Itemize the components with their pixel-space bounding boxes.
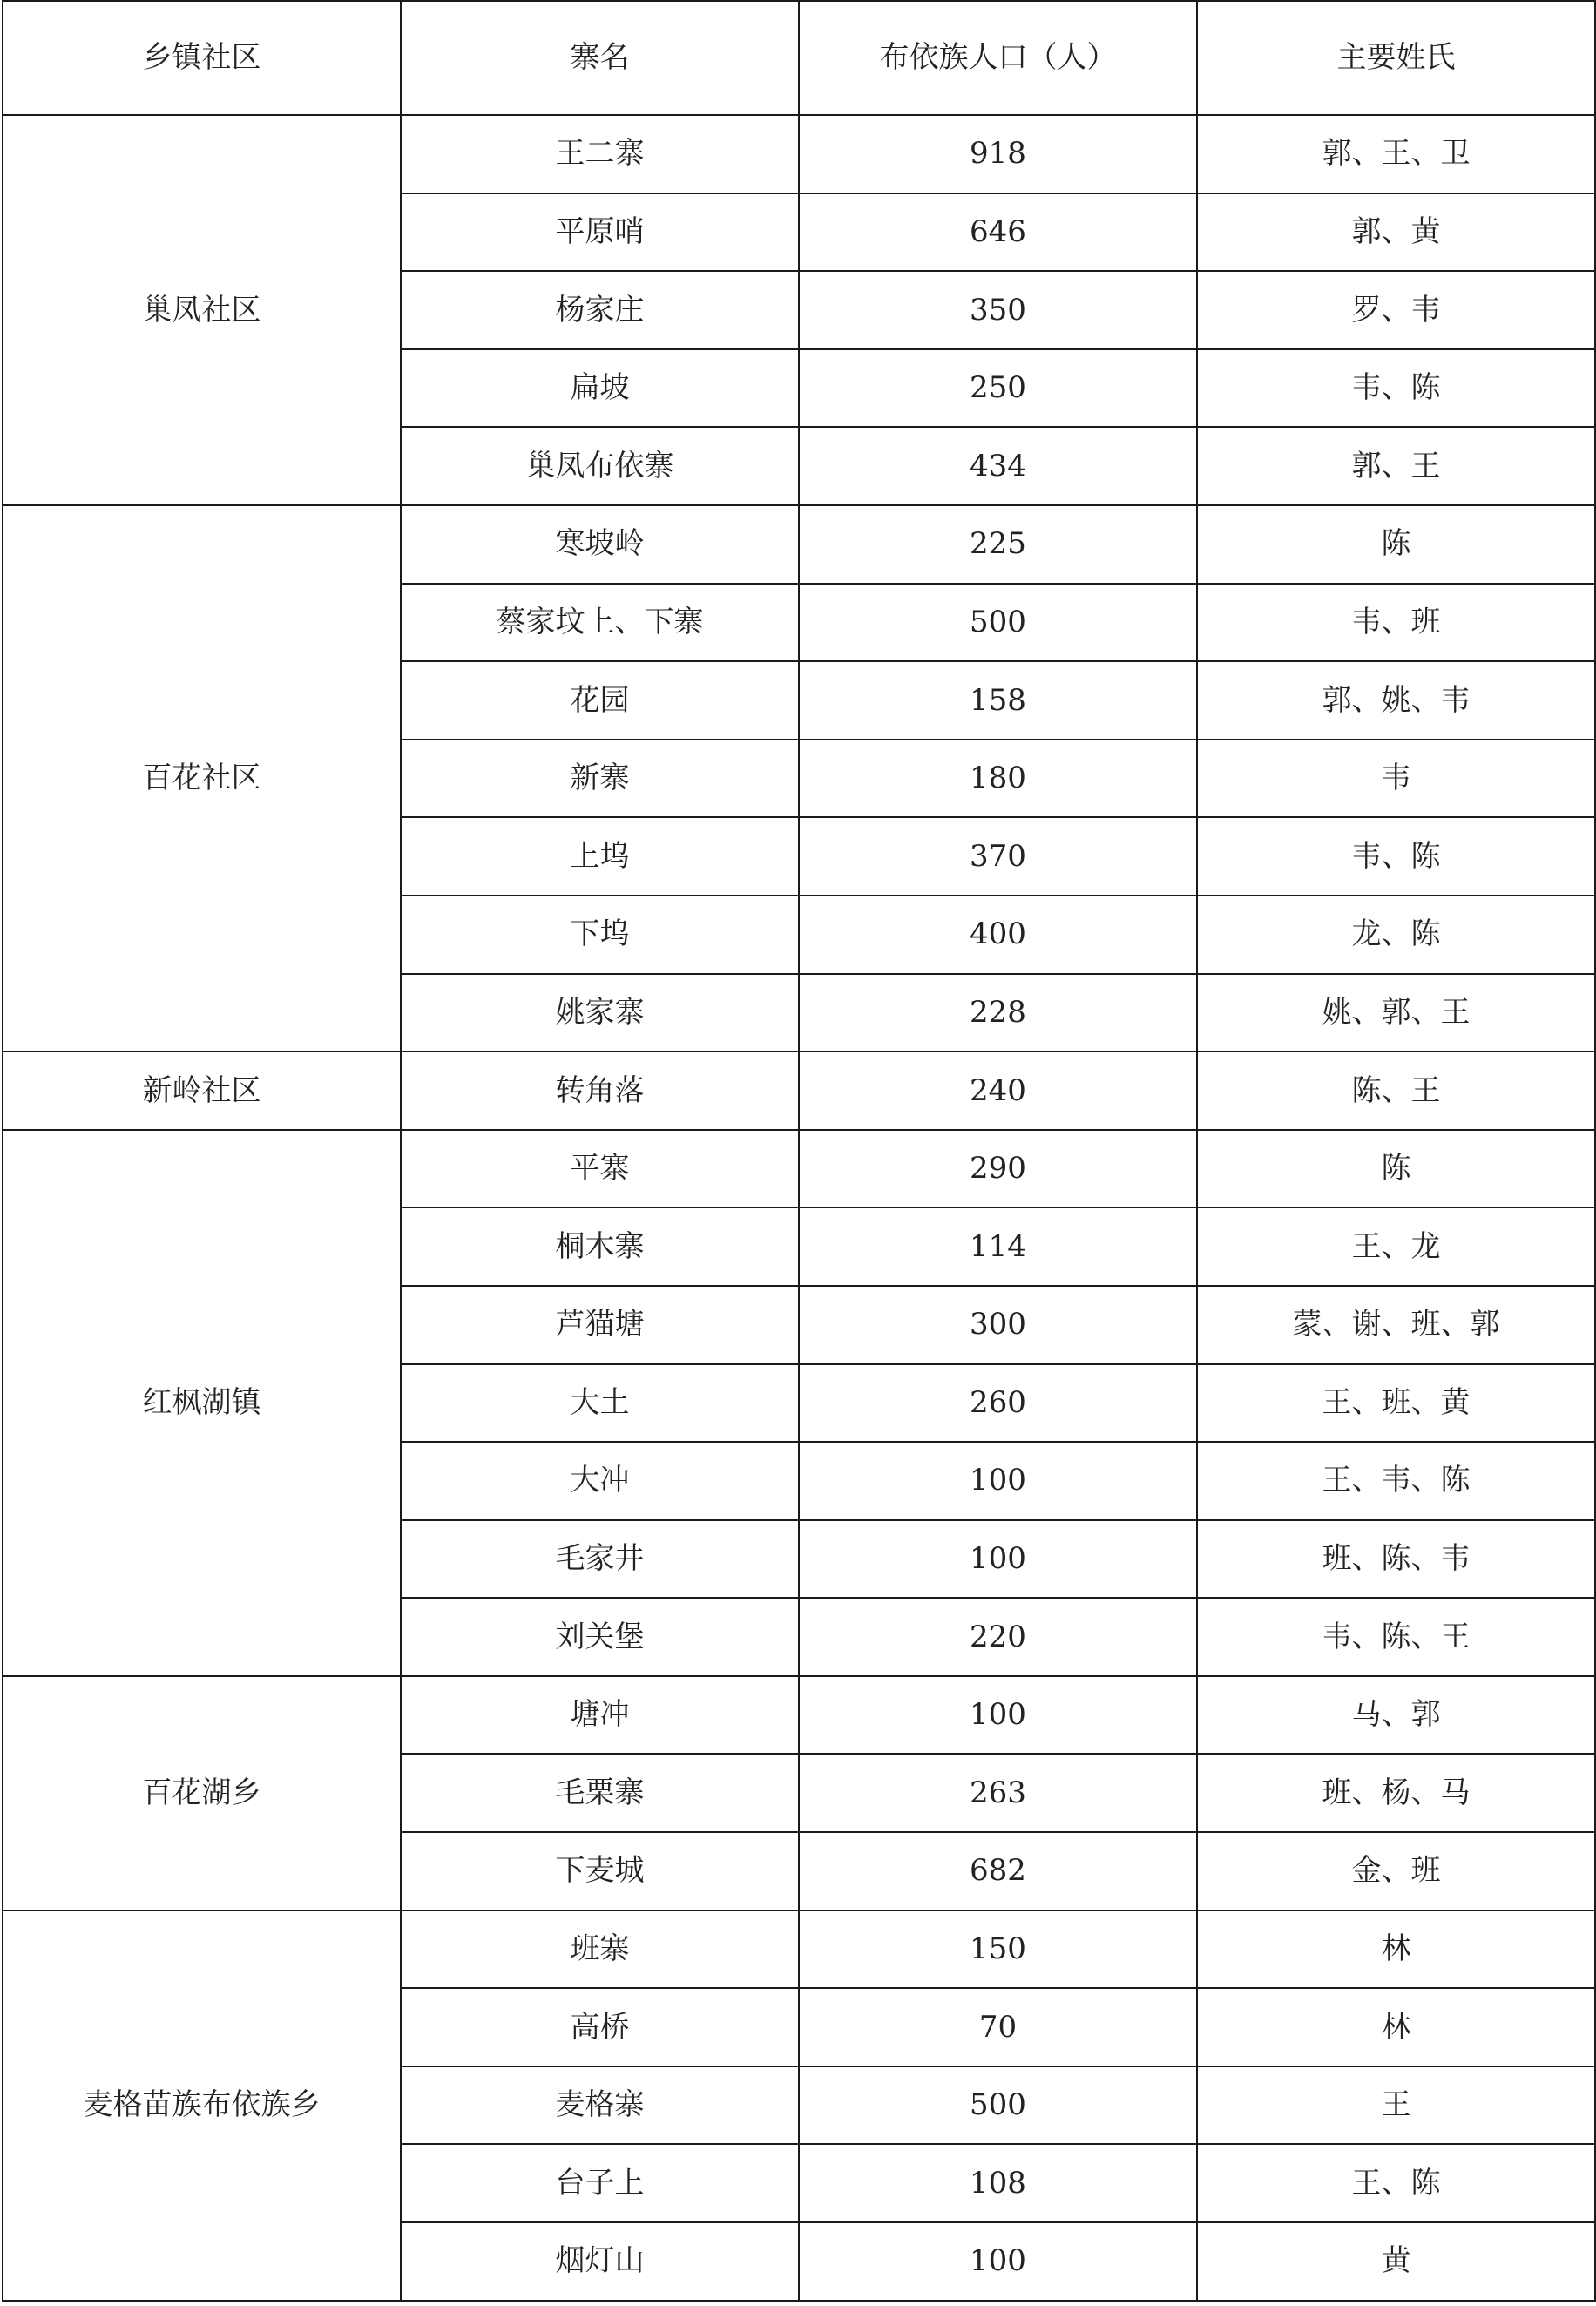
population-cell: 350 (799, 271, 1197, 349)
village-cell: 烟灯山 (401, 2222, 799, 2301)
population-cell: 114 (799, 1207, 1197, 1286)
surnames-cell: 韦、陈、王 (1197, 1598, 1595, 1676)
population-cell: 434 (799, 427, 1197, 505)
surnames-cell: 罗、韦 (1197, 271, 1595, 349)
population-cell: 682 (799, 1832, 1197, 1910)
village-cell: 转角落 (401, 1052, 799, 1130)
population-cell: 300 (799, 1286, 1197, 1364)
population-cell: 158 (799, 661, 1197, 740)
population-cell: 100 (799, 1520, 1197, 1599)
surnames-cell: 陈、王 (1197, 1052, 1595, 1130)
population-cell: 290 (799, 1130, 1197, 1208)
township-cell: 百花湖乡 (3, 1676, 401, 1910)
surnames-cell: 龙、陈 (1197, 896, 1595, 974)
surnames-cell: 黄 (1197, 2222, 1595, 2301)
population-cell: 400 (799, 896, 1197, 974)
header-village: 寨名 (401, 1, 799, 115)
village-cell: 下麦城 (401, 1832, 799, 1910)
surnames-cell: 班、杨、马 (1197, 1754, 1595, 1832)
surnames-cell: 陈 (1197, 1130, 1595, 1208)
population-cell: 220 (799, 1598, 1197, 1676)
village-cell: 麦格寨 (401, 2066, 799, 2145)
population-cell: 228 (799, 974, 1197, 1052)
population-cell: 250 (799, 349, 1197, 428)
village-cell: 高桥 (401, 1988, 799, 2066)
village-cell: 下坞 (401, 896, 799, 974)
population-cell: 100 (799, 1676, 1197, 1755)
surnames-cell: 韦 (1197, 740, 1595, 818)
population-cell: 108 (799, 2144, 1197, 2222)
population-cell: 100 (799, 1442, 1197, 1520)
table-row (3, 1676, 1595, 1755)
surnames-cell: 王、班、黄 (1197, 1364, 1595, 1443)
population-cell: 150 (799, 1910, 1197, 1989)
surnames-cell: 王、龙 (1197, 1207, 1595, 1286)
header-surnames: 主要姓氏 (1197, 1, 1595, 115)
header-population: 布依族人口（人） (799, 1, 1197, 115)
header-township: 乡镇社区 (3, 1, 401, 115)
population-cell: 260 (799, 1364, 1197, 1443)
village-cell: 班寨 (401, 1910, 799, 1989)
surnames-cell: 班、陈、韦 (1197, 1520, 1595, 1599)
village-cell: 新寨 (401, 740, 799, 818)
population-cell: 263 (799, 1754, 1197, 1832)
population-cell: 646 (799, 193, 1197, 272)
surnames-cell: 蒙、谢、班、郭 (1197, 1286, 1595, 1364)
population-cell: 918 (799, 115, 1197, 193)
table-row (3, 115, 1595, 193)
population-cell: 500 (799, 584, 1197, 662)
village-cell: 台子上 (401, 2144, 799, 2222)
village-cell: 刘关堡 (401, 1598, 799, 1676)
village-cell: 姚家寨 (401, 974, 799, 1052)
village-cell: 平原哨 (401, 193, 799, 272)
village-cell: 巢凤布依寨 (401, 427, 799, 505)
surnames-cell: 姚、郭、王 (1197, 974, 1595, 1052)
population-cell: 100 (799, 2222, 1197, 2301)
township-cell: 红枫湖镇 (3, 1130, 401, 1676)
village-cell: 扁坡 (401, 349, 799, 428)
table-header (3, 1, 1595, 115)
village-cell: 大冲 (401, 1442, 799, 1520)
township-cell: 百花社区 (3, 505, 401, 1052)
village-cell: 毛栗寨 (401, 1754, 799, 1832)
population-cell: 240 (799, 1052, 1197, 1130)
village-cell: 毛家井 (401, 1520, 799, 1599)
village-cell: 塘冲 (401, 1676, 799, 1755)
surnames-cell: 陈 (1197, 505, 1595, 584)
village-cell: 大土 (401, 1364, 799, 1443)
population-cell: 500 (799, 2066, 1197, 2145)
population-cell: 70 (799, 1988, 1197, 2066)
surnames-cell: 郭、王 (1197, 427, 1595, 505)
surnames-cell: 金、班 (1197, 1832, 1595, 1910)
village-cell: 王二寨 (401, 115, 799, 193)
surnames-cell: 郭、王、卫 (1197, 115, 1595, 193)
township-cell: 麦格苗族布依族乡 (3, 1910, 401, 2301)
village-cell: 芦猫塘 (401, 1286, 799, 1364)
surnames-cell: 马、郭 (1197, 1676, 1595, 1755)
surnames-cell: 王 (1197, 2066, 1595, 2145)
table-row (3, 1052, 1595, 1130)
surnames-cell: 林 (1197, 1988, 1595, 2066)
population-cell: 180 (799, 740, 1197, 818)
table-row (3, 1130, 1595, 1208)
population-cell: 225 (799, 505, 1197, 584)
township-cell: 新岭社区 (3, 1052, 401, 1130)
surnames-cell: 郭、黄 (1197, 193, 1595, 272)
village-cell: 蔡家坟上、下寨 (401, 584, 799, 662)
table-body (3, 115, 1595, 2301)
surnames-cell: 王、陈 (1197, 2144, 1595, 2222)
population-cell: 370 (799, 817, 1197, 896)
surnames-cell: 韦、陈 (1197, 349, 1595, 428)
table-row (3, 1910, 1595, 1989)
village-cell: 花园 (401, 661, 799, 740)
header-row (3, 1, 1595, 115)
surnames-cell: 林 (1197, 1910, 1595, 1989)
village-cell: 寒坡岭 (401, 505, 799, 584)
village-cell: 平寨 (401, 1130, 799, 1208)
village-cell: 桐木寨 (401, 1207, 799, 1286)
table-row (3, 505, 1595, 584)
surnames-cell: 郭、姚、韦 (1197, 661, 1595, 740)
surnames-cell: 韦、班 (1197, 584, 1595, 662)
village-cell: 上坞 (401, 817, 799, 896)
village-cell: 杨家庄 (401, 271, 799, 349)
surnames-cell: 韦、陈 (1197, 817, 1595, 896)
surnames-cell: 王、韦、陈 (1197, 1442, 1595, 1520)
township-cell: 巢凤社区 (3, 115, 401, 505)
village-population-table (2, 0, 1596, 2302)
